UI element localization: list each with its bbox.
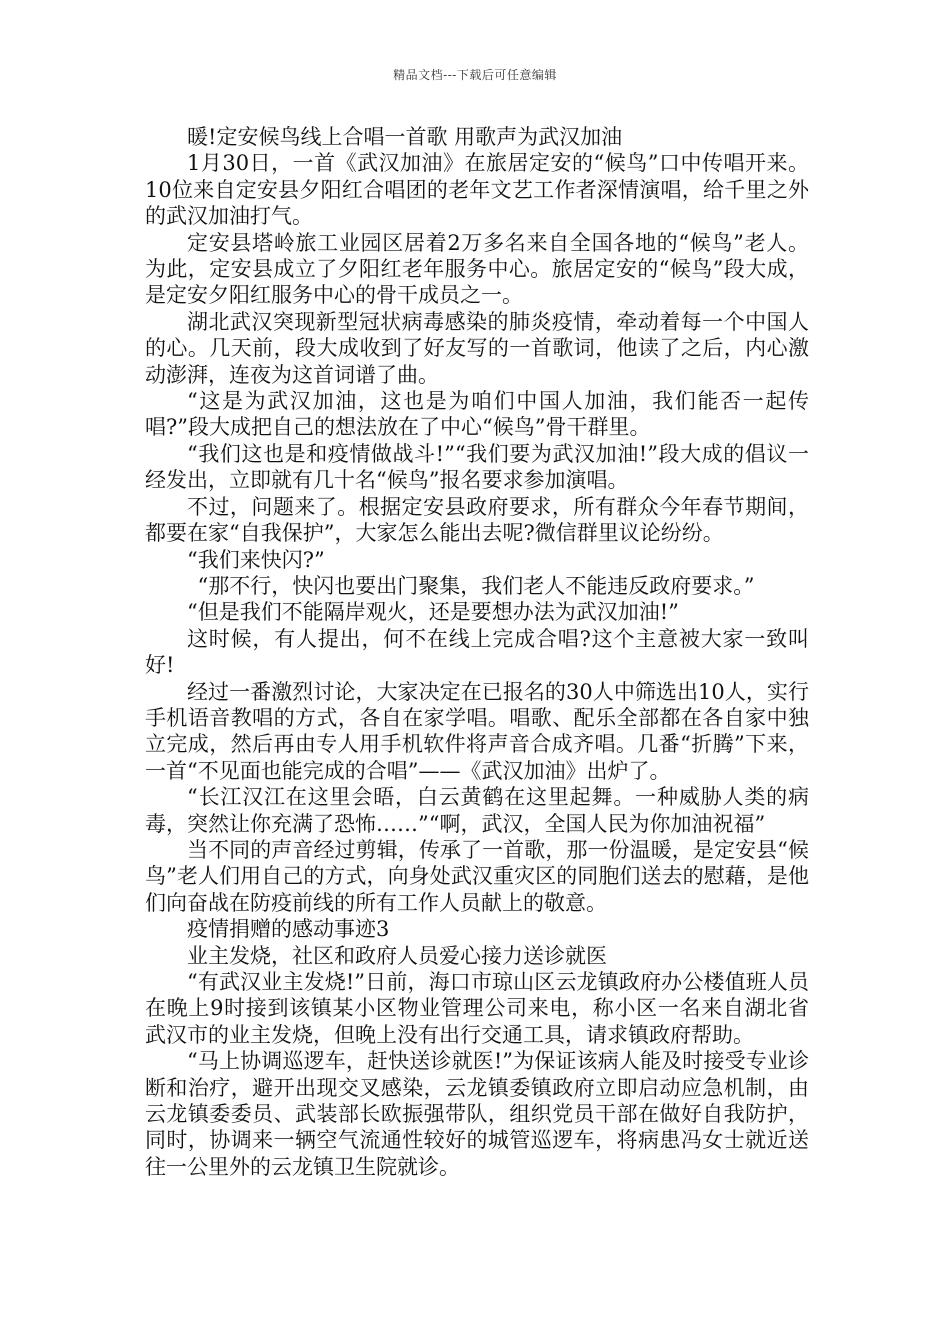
paragraph: “马上协调巡逻车，赶快送诊就医!”为保证该病人能及时接受专业诊断和治疗，避开出现交叉感染，云龙镇委镇政府立即启动应急机制，由云龙镇委委员、武装部长欧振强带队，组织党员干部在做好自我防护，同时，协调来一辆空气流通性较好的城管巡逻车，将病患冯女士就近送往一公里外的云龙镇卫生院就诊。 xyxy=(145,1049,809,1179)
paragraph: 这时候，有人提出，何不在线上完成合唱?这个主意被大家一致叫好! xyxy=(145,626,809,678)
paragraph: 湖北武汉突现新型冠状病毒感染的肺炎疫情，牵动着每一个中国人的心。几天前，段大成收到了好友写的一首歌词，他读了之后，内心激动澎湃，连夜为这首词谱了曲。 xyxy=(145,309,809,387)
paragraph: 定安县塔岭旅工业园区居着2万多名来自全国各地的“候鸟”老人。为此，定安县成立了夕阳红老年服务中心。旅居定安的“候鸟”段大成，是定安夕阳红服务中心的骨干成员之一。 xyxy=(145,230,809,308)
paragraph: 1月30日，一首《武汉加油》在旅居定安的“候鸟”口中传唱开来。10位来自定安县夕阳红合唱团的老年文艺工作者深情演唱，给千里之外的武汉加油打气。 xyxy=(145,151,809,229)
paragraph: 经过一番激烈讨论，大家决定在已报名的30人中筛选出10人，实行手机语音教唱的方式，各自在家学唱。唱歌、配乐全部都在各自家中独立完成，然后再由专人用手机软件将声音合成齐唱。几番“折腾”下来，一首“不见面也能完成的合唱”——《武汉加油》出炉了。 xyxy=(145,679,809,783)
paragraph: “我们来快闪?” xyxy=(187,547,325,572)
paragraph: 当不同的声音经过剪辑，传承了一首歌，那一份温暖，是定安县“候鸟”老人们用自己的方式，向身处武汉重灾区的同胞们送去的慰藉，是他们向奋战在防疫前线的所有工作人员献上的敬意。 xyxy=(145,837,809,915)
section-heading: 疫情捐赠的感动事迹3 xyxy=(187,917,390,942)
article-subtitle: 业主发烧，社区和政府人员爱心接力送诊就医 xyxy=(187,943,607,968)
page-header: 精品文档---下载后可任意编辑 xyxy=(393,68,557,82)
paragraph: “这是为武汉加油，这也是为咱们中国人加油，我们能否一起传唱?”段大成把自己的想法放在了中心“候鸟”骨干群里。 xyxy=(145,389,809,440)
article-title: 暖!定安候鸟线上合唱一首歌 用歌声为武汉加油 xyxy=(187,125,623,149)
paragraph: “但是我们不能隔岸观火，还是要想办法为武汉加油!” xyxy=(187,600,679,625)
paragraph: “那不行，快闪也要出门聚集，我们老人不能违反政府要求。” xyxy=(197,573,755,598)
paragraph: “有武汉业主发烧!”日前，海口市琼山区云龙镇政府办公楼值班人员在晚上9时接到该镇某小区物业管理公司来电，称小区一名来自湖北省武汉市的业主发烧，但晚上没有出行交通工具，请求镇政府帮助。 xyxy=(145,970,809,1047)
paragraph: “长江汉江在这里会晤，白云黄鹤在这里起舞。一种威胁人类的病毒，突然让你充满了恐怖……”“啊，武汉，全国人民为你加油祝福” xyxy=(145,785,809,836)
paragraph: “我们这也是和疫情做战斗!”“我们要为武汉加油!”段大成的倡议一经发出，立即就有几十名“候鸟”报名要求参加演唱。 xyxy=(145,441,809,493)
document-body xyxy=(145,124,809,1180)
paragraph: 不过，问题来了。根据定安县政府要求，所有群众今年春节期间，都要在家“自我保护”，大家怎么能出去呢?微信群里议论纷纷。 xyxy=(145,494,809,546)
